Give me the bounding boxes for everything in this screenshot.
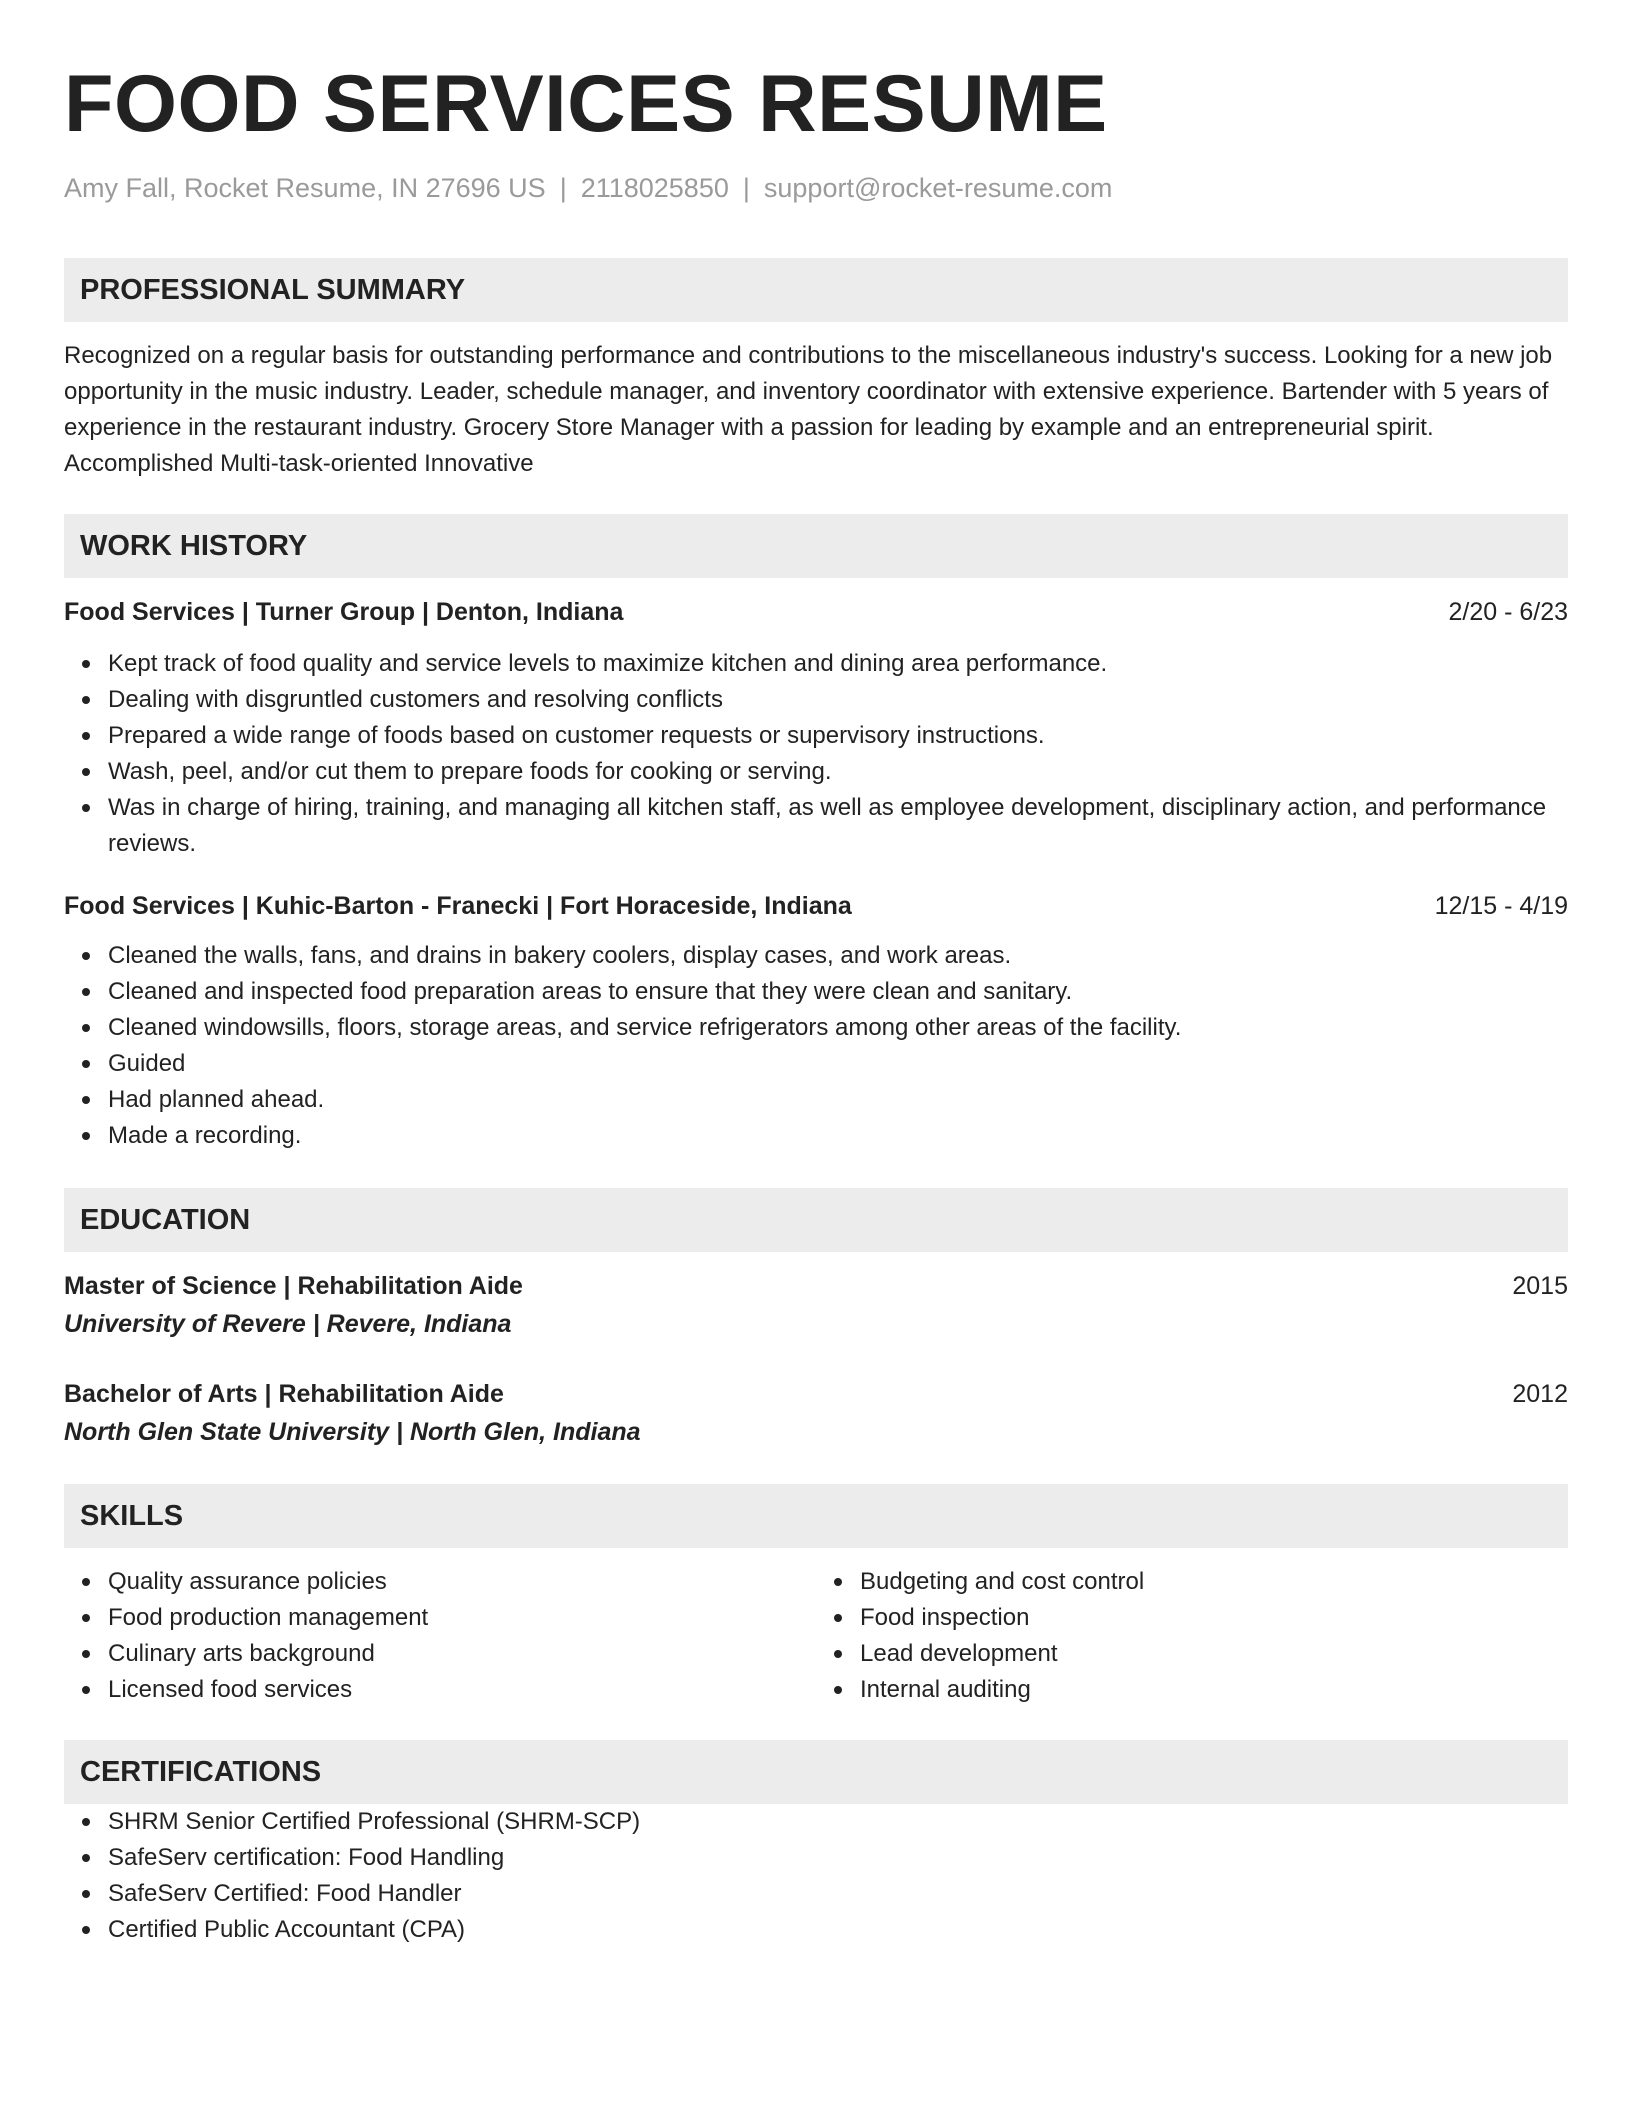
job-bullet: Prepared a wide range of foods based on customer requests or supervisory instructions. [64, 718, 1568, 754]
job-bullet: Was in charge of hiring, training, and managing all kitchen staff, as well as employee development, disciplinary action, and performance reviews. [64, 790, 1568, 862]
contact-separator: | [742, 173, 750, 203]
job-bullet: Dealing with disgruntled customers and resolving conflicts [64, 682, 1568, 718]
education-year: 2015 [1512, 1272, 1568, 1300]
skill-item: Internal auditing [816, 1672, 1568, 1708]
education-school: University of Revere | Revere, Indiana [64, 1310, 512, 1338]
education-entry [64, 1376, 1568, 1450]
certification-item: SHRM Senior Certified Professional (SHRM-SCP) [64, 1804, 1568, 1840]
section-header-education: EDUCATION [64, 1188, 1568, 1252]
certification-item: SafeServ certification: Food Handling [64, 1840, 1568, 1876]
contact-address: Amy Fall, Rocket Resume, IN 27696 US [64, 173, 546, 203]
skill-item: Food production management [64, 1600, 816, 1636]
job-bullets [64, 646, 1568, 862]
job-bullet: Made a recording. [64, 1118, 1568, 1154]
education-degree: Bachelor of Arts | Rehabilitation Aide [64, 1380, 504, 1408]
skills-column-left [64, 1564, 816, 1708]
contact-line [64, 170, 1568, 206]
skill-item: Licensed food services [64, 1672, 816, 1708]
contact-email: support@rocket-resume.com [763, 173, 1113, 203]
contact-phone: 2118025850 [580, 173, 729, 203]
job-bullet: Kept track of food quality and service levels to maximize kitchen and dining area performance. [64, 646, 1568, 682]
skill-item: Culinary arts background [64, 1636, 816, 1672]
job-bullet: Guided [64, 1046, 1568, 1082]
skill-item: Budgeting and cost control [816, 1564, 1568, 1600]
section-header-work-history: WORK HISTORY [64, 514, 1568, 578]
education-school: North Glen State University | North Glen, Indiana [64, 1418, 641, 1446]
certification-item: SafeServ Certified: Food Handler [64, 1876, 1568, 1912]
education-degree: Master of Science | Rehabilitation Aide [64, 1272, 523, 1300]
job-title: Food Services | Kuhic-Barton - Franecki | Fort Horaceside, Indiana [64, 892, 852, 920]
skill-item: Lead development [816, 1636, 1568, 1672]
skills-grid [64, 1564, 1568, 1708]
job-bullet: Had planned ahead. [64, 1082, 1568, 1118]
resume-title: FOOD SERVICES RESUME [64, 59, 1108, 149]
education-year: 2012 [1512, 1380, 1568, 1408]
job-entry [64, 594, 1568, 862]
job-entry [64, 888, 1568, 1154]
job-header [64, 888, 1568, 924]
certification-item: Certified Public Accountant (CPA) [64, 1912, 1568, 1948]
job-bullet: Cleaned windowsills, floors, storage areas, and service refrigerators among other areas of the facility. [64, 1010, 1568, 1046]
skill-item: Quality assurance policies [64, 1564, 816, 1600]
section-header-certifications: CERTIFICATIONS [64, 1740, 1568, 1804]
job-bullets [64, 938, 1568, 1154]
section-header-skills: SKILLS [64, 1484, 1568, 1548]
section-header-summary: PROFESSIONAL SUMMARY [64, 258, 1568, 322]
job-bullet: Cleaned and inspected food preparation areas to ensure that they were clean and sanitary. [64, 974, 1568, 1010]
job-bullet: Wash, peel, and/or cut them to prepare foods for cooking or serving. [64, 754, 1568, 790]
skills-column-right [816, 1564, 1568, 1708]
job-title: Food Services | Turner Group | Denton, Indiana [64, 598, 624, 626]
skill-item: Food inspection [816, 1600, 1568, 1636]
job-bullet: Cleaned the walls, fans, and drains in bakery coolers, display cases, and work areas. [64, 938, 1568, 974]
education-header [64, 1376, 1568, 1412]
summary-text: Recognized on a regular basis for outstanding performance and contributions to the miscellaneous industry's success. Looking for a new job opportunity in the music industry. Leader, schedule manager, and inventory coordinator with extensive experience. Bartender with 5 years of experience in the restaurant industry. Grocery Store Manager with a passion for leading by example and an entrepreneurial spirit. Accomplished Multi-task-oriented Innovative [64, 342, 1553, 477]
education-header [64, 1268, 1568, 1304]
job-dates: 12/15 - 4/19 [1434, 892, 1568, 920]
job-dates: 2/20 - 6/23 [1448, 598, 1568, 626]
job-header [64, 594, 1568, 630]
certification-list [64, 1804, 1568, 1948]
education-entry [64, 1268, 1568, 1342]
contact-separator: | [559, 173, 567, 203]
